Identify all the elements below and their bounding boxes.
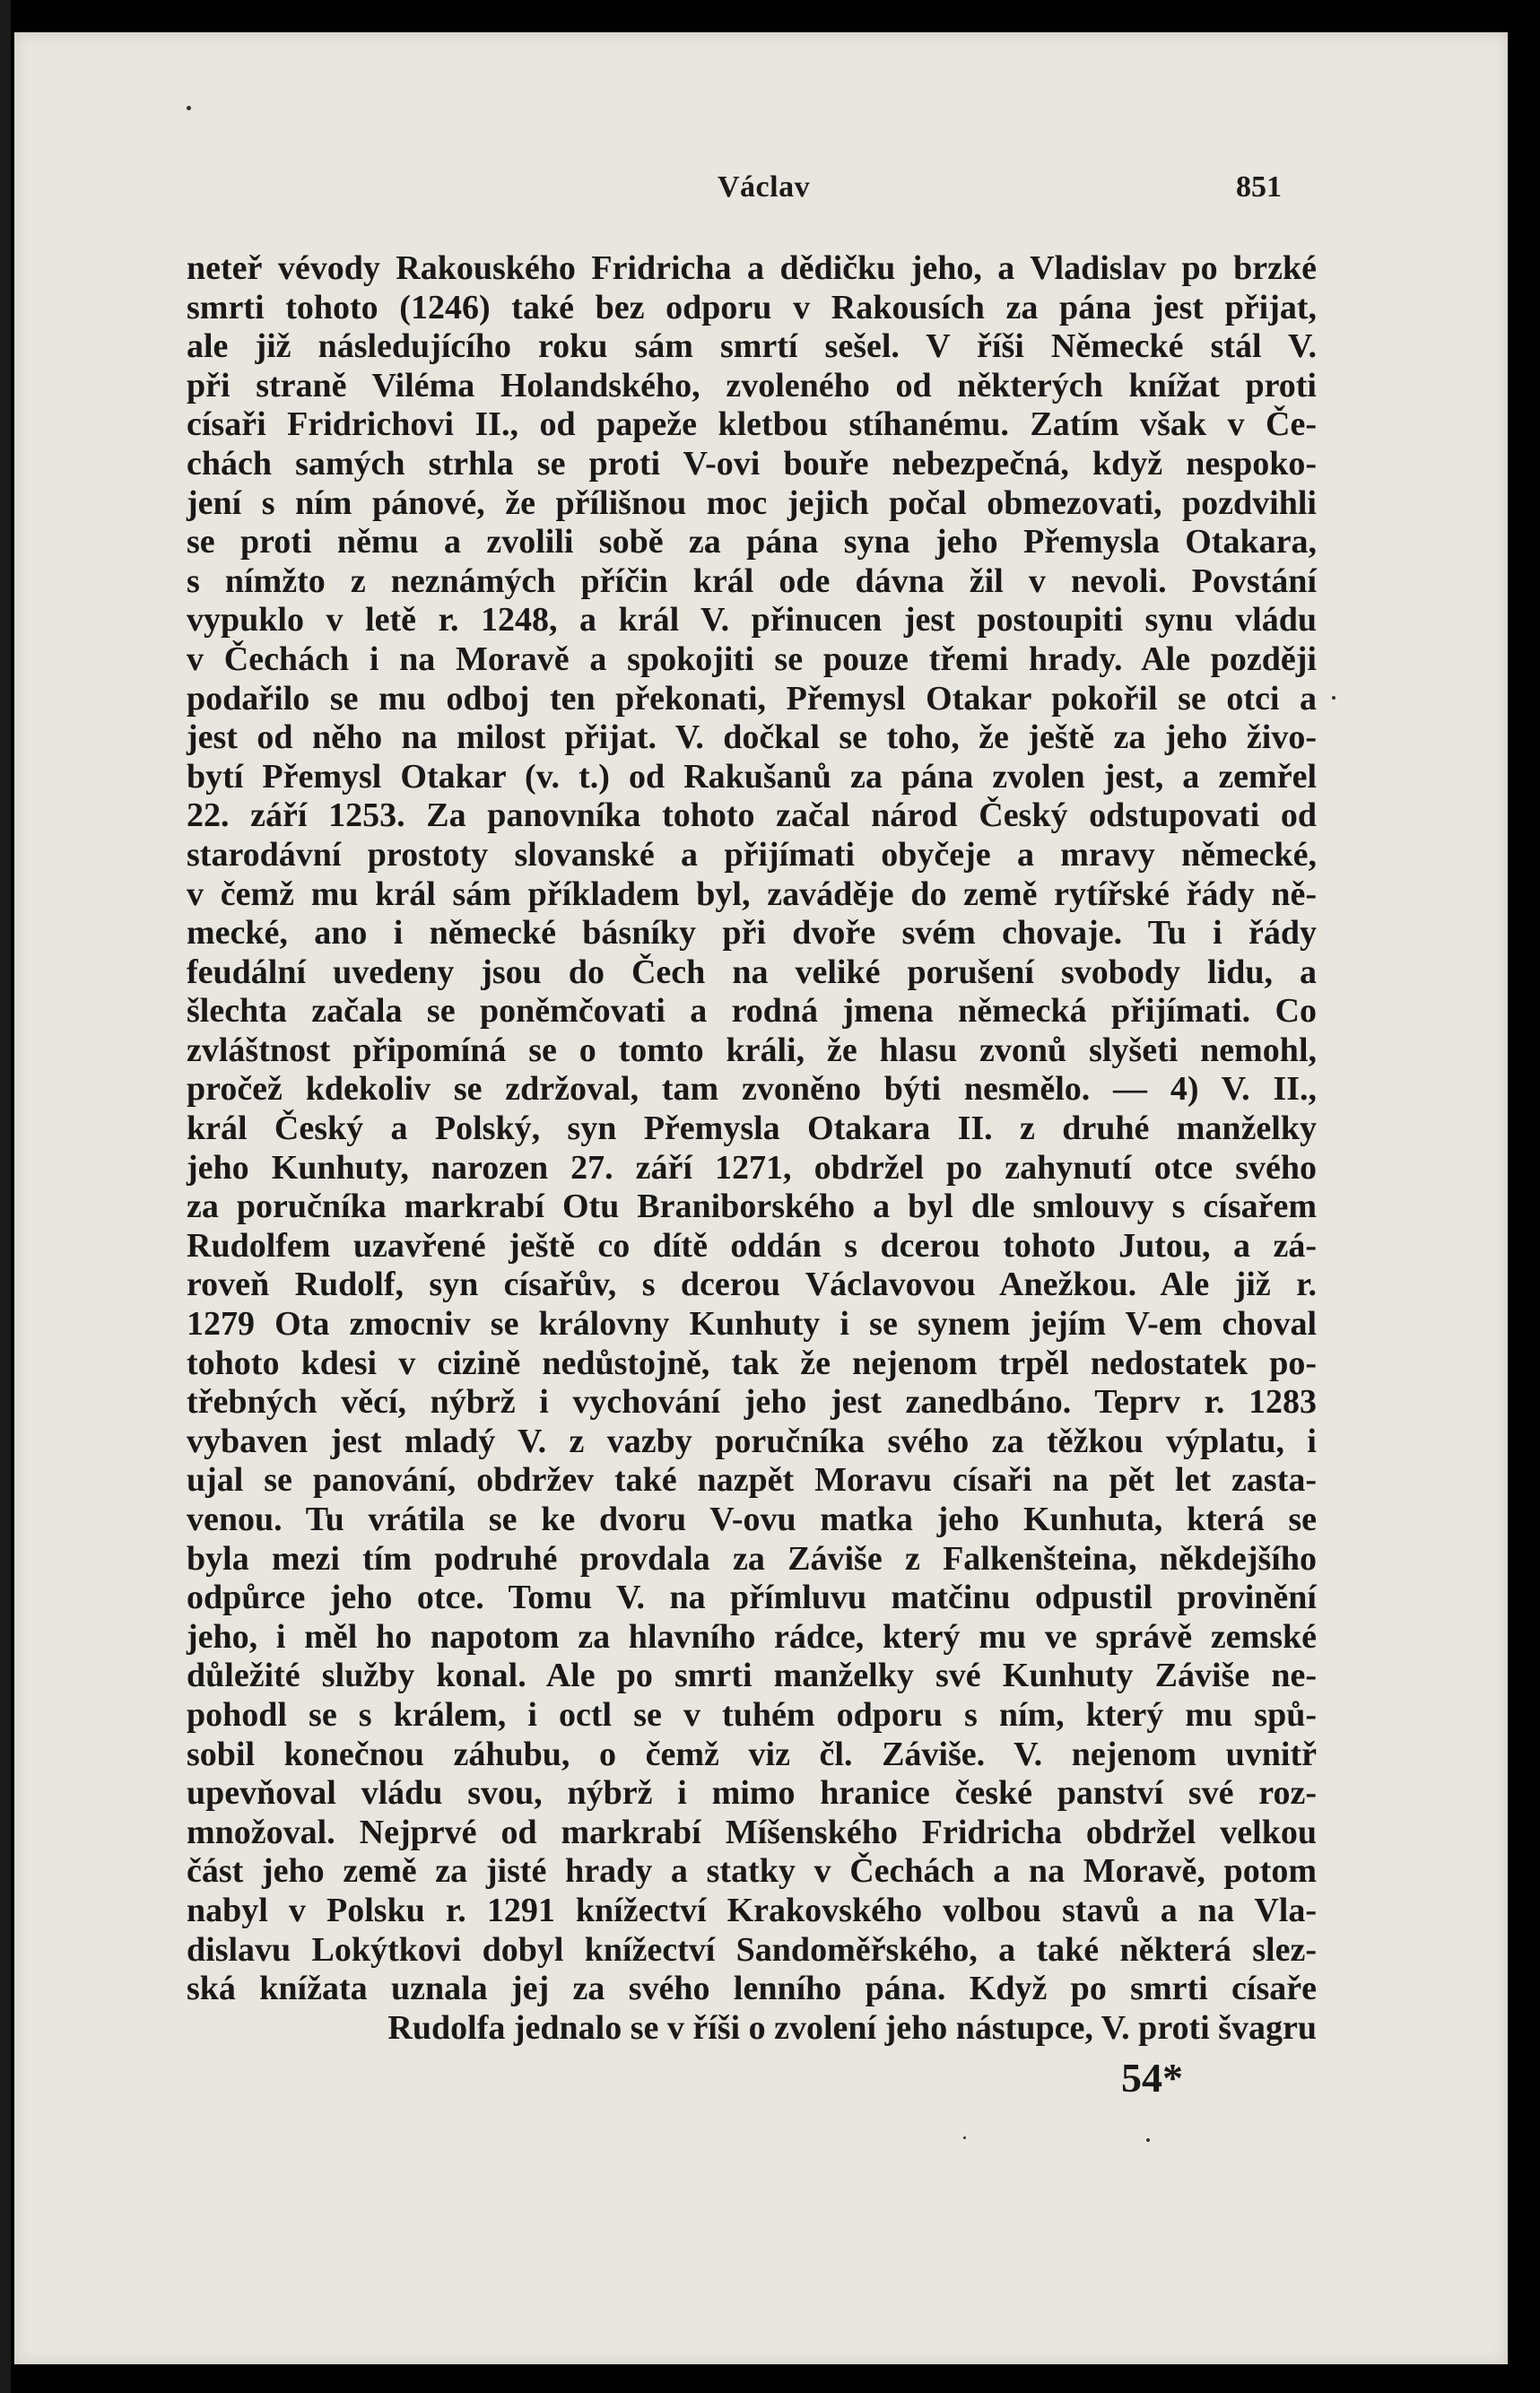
running-head: Václav: [718, 170, 811, 204]
text-line: feudální uvedeny jsou do Čech na veliké porušení svobody lidu, a: [187, 953, 1317, 991]
text-line: bytí Přemysl Otakar (v. t.) od Rakušanů za pána zvolen jest, a zemřel: [187, 757, 1317, 796]
text-line: za poručníka markrabí Otu Braniborského a byl dle smlouvy s císařem: [187, 1188, 1317, 1226]
text-line: pročež kdekoliv se zdržoval, tam zvoněno býti nesmělo. — 4) V. II.,: [187, 1070, 1317, 1109]
text-line: jeho, i měl ho napotom za hlavního rádce, který mu ve správě zemské: [187, 1617, 1317, 1656]
text-line: šlechta začala se poněmčovati a rodná jmena německá přijímati. Co: [187, 992, 1317, 1031]
scan-border-strip: [0, 0, 11, 2393]
text-line: tohoto kdesi v cizině nedůstojně, tak že nejenom trpěl nedostatek po-: [187, 1344, 1317, 1382]
text-line: 1279 Ota zmocniv se královny Kunhuty i se synem jejím V-em choval: [187, 1305, 1317, 1344]
text-line: byla mezi tím podruhé provdala za Záviše z Falkenšteina, někdejšího: [187, 1539, 1317, 1578]
text-line: chách samých strhla se proti V-ovi bouře nebezpečná, když nespoko-: [187, 444, 1317, 483]
text-line: v čemž mu král sám příkladem byl, zaváděje do země rytířské řády ně-: [187, 875, 1317, 913]
text-line: král Český a Polský, syn Přemysla Otakara II. z druhé manželky: [187, 1109, 1317, 1148]
text-line: zvláštnost připomíná se o tomto králi, že hlasu zvonů slyšeti nemohl,: [187, 1031, 1317, 1069]
text-line: Rudolfem uzavřené ještě co dítě oddán s dcerou tohoto Jutou, a zá-: [187, 1226, 1317, 1265]
text-line: vybaven jest mladý V. z vazby poručníka svého za těžkou výplatu, i: [187, 1422, 1317, 1460]
text-line: při straně Viléma Holandského, zvoleného od některých knížat proti: [187, 366, 1317, 405]
text-line: pohodl se s králem, i octl se v tuhém odporu s ním, který mu spů-: [187, 1695, 1317, 1734]
text-line: podařilo se mu odboj ten překonati, Přemysl Otakar pokořil se otci a: [187, 679, 1317, 718]
text-line: ale již následujícího roku sám smrtí sešel. V říši Německé stál V.: [187, 327, 1317, 366]
page-number: 851: [1236, 170, 1282, 204]
print-speck: [1332, 696, 1336, 700]
text-line: ská knížata uznala jej za svého lenního pána. Když po smrti císaře: [187, 1970, 1317, 2008]
text-line: smrti tohoto (1246) také bez odporu v Rakousích za pána jest přijat,: [187, 288, 1317, 326]
print-speck: [1146, 2138, 1150, 2142]
text-line: jest od něho na milost přijat. V. dočkal se toho, že ještě za jeho živo-: [187, 718, 1317, 757]
text-line: vypuklo v letě r. 1248, a král V. přinucen jest postoupiti synu vládu: [187, 601, 1317, 640]
signature-mark: 54*: [1121, 2055, 1183, 2101]
text-line: roveň Rudolf, syn císařův, s dcerou Václavovou Anežkou. Ale již r.: [187, 1266, 1317, 1304]
text-line: třebných věcí, nýbrž i vychování jeho jest zanedbáno. Teprv r. 1283: [187, 1383, 1317, 1422]
text-line: odpůrce jeho otce. Tomu V. na přímluvu matčinu odpustil provinění: [187, 1579, 1317, 1617]
text-line: důležité služby konal. Ale po smrti manželky své Kunhuty Záviše ne-: [187, 1657, 1317, 1695]
text-line: upevňoval vládu svou, nýbrž i mimo hranice české panství své roz-: [187, 1774, 1317, 1813]
text-line: mecké, ano i německé básníky při dvoře svém chovaje. Tu i řády: [187, 914, 1317, 953]
text-line: s nímžto z neznámých příčin král ode dávna žil v nevoli. Povstání: [187, 561, 1317, 600]
print-speck: [963, 2136, 966, 2139]
text-line: jeho Kunhuty, narozen 27. září 1271, obdržel po zahynutí otce svého: [187, 1148, 1317, 1187]
text-line: venou. Tu vrátila se ke dvoru V-ovu matka jeho Kunhuta, která se: [187, 1501, 1317, 1538]
text-line: neteř vévody Rakouského Fridricha a dědičku jeho, a Vladislav po brzké: [187, 249, 1317, 287]
text-line: starodávní prostoty slovanské a přijímati obyčeje a mravy německé,: [187, 835, 1317, 874]
text-line: Rudolfa jednalo se v říši o zvolení jeho nástupce, V. proti švagru: [387, 2008, 1317, 2047]
print-speck: [187, 106, 191, 110]
text-line: nabyl v Polsku r. 1291 knížectví Krakovského volbou stavů a na Vla-: [187, 1891, 1317, 1929]
text-line: císaři Fridrichovi II., od papeže kletbou stíhanému. Zatím však v Če-: [187, 405, 1317, 444]
text-line: množoval. Nejprvé od markrabí Míšenského Fridricha obdržel velkou: [187, 1813, 1317, 1851]
body-text: [187, 249, 1317, 2048]
text-line: ujal se panování, obdržev také nazpět Moravu císaři na pět let zasta-: [187, 1461, 1317, 1500]
text-line: se proti němu a zvolili sobě za pána syna jeho Přemysla Otakara,: [187, 523, 1317, 561]
text-line: v Čechách i na Moravě a spokojiti se pouze třemi hrady. Ale později: [187, 640, 1317, 678]
text-line: sobil konečnou záhubu, o čemž viz čl. Záviše. V. nejenom uvnitř: [187, 1735, 1317, 1773]
text-line: 22. září 1253. Za panovníka tohoto začal národ Český odstupovati od: [187, 796, 1317, 835]
text-line: dislavu Lokýtkovi dobyl knížectví Sandoměřského, a také některá slez-: [187, 1930, 1317, 1969]
text-line: část jeho země za jisté hrady a statky v Čechách a na Moravě, potom: [187, 1852, 1317, 1891]
text-line: jení s ním pánové, že přílišnou moc jejich počal obmezovati, pozdvihli: [187, 483, 1317, 522]
